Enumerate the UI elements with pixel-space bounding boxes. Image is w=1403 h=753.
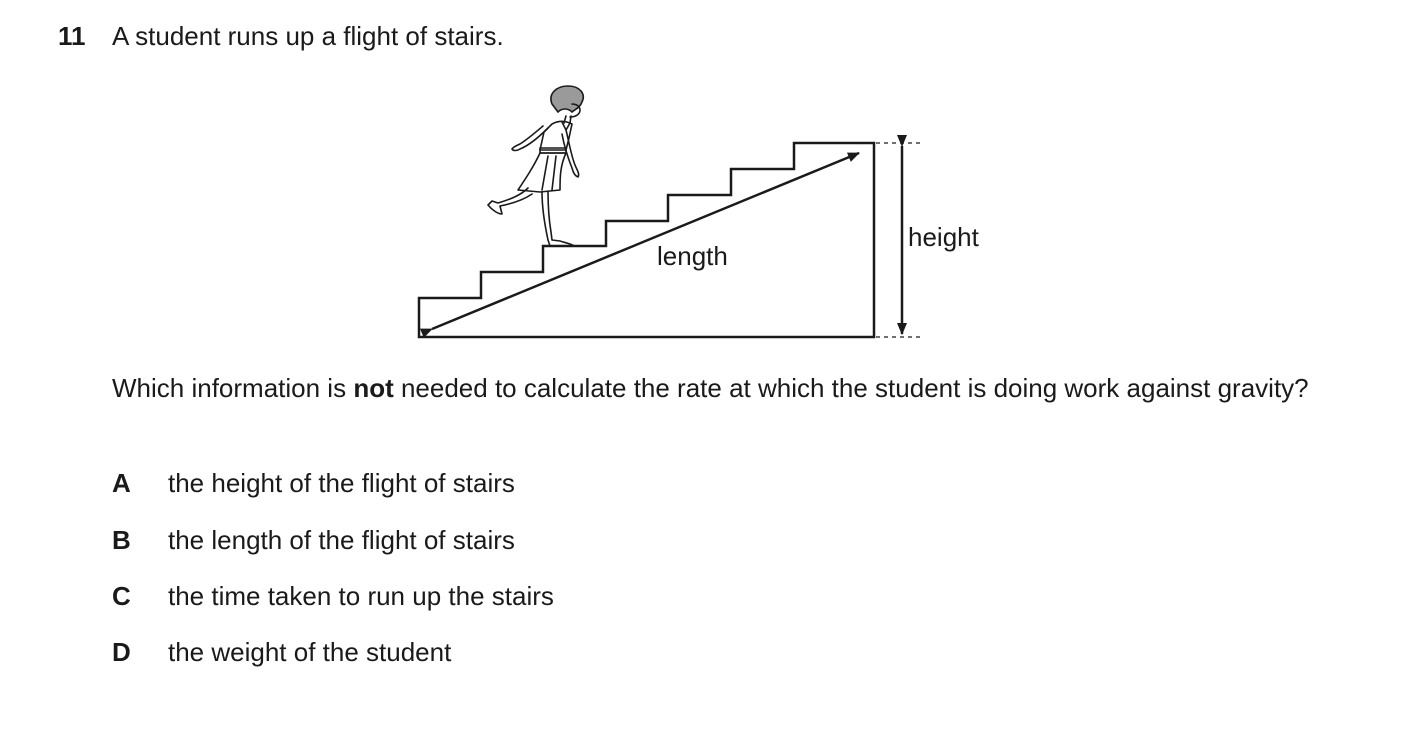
length-arrow <box>432 153 859 329</box>
question-stem: A student runs up a flight of stairs. <box>112 21 504 51</box>
stairs-diagram <box>0 0 1403 360</box>
option-text: the time taken to run up the stairs <box>168 581 554 611</box>
prompt-text-before: Which information is <box>112 373 354 403</box>
height-label: height <box>908 222 979 252</box>
option-letter: B <box>112 525 131 555</box>
option-d[interactable] <box>112 636 451 668</box>
question-number: 11 <box>58 21 86 51</box>
option-b[interactable] <box>112 524 515 556</box>
length-label: length <box>657 241 728 271</box>
option-letter: D <box>112 637 131 667</box>
option-c[interactable] <box>112 580 554 612</box>
prompt-text-after: needed to calculate the rate at which the student is doing work against gravity? <box>393 373 1309 403</box>
option-text: the weight of the student <box>168 637 452 667</box>
option-text: the height of the flight of stairs <box>168 468 515 498</box>
option-letter: A <box>112 468 131 498</box>
question-prompt <box>112 372 1348 405</box>
prompt-emphasis: not <box>353 373 394 403</box>
student-running-figure-icon <box>488 86 583 246</box>
option-letter: C <box>112 581 131 611</box>
option-a[interactable] <box>112 467 515 499</box>
option-text: the length of the flight of stairs <box>168 525 515 555</box>
